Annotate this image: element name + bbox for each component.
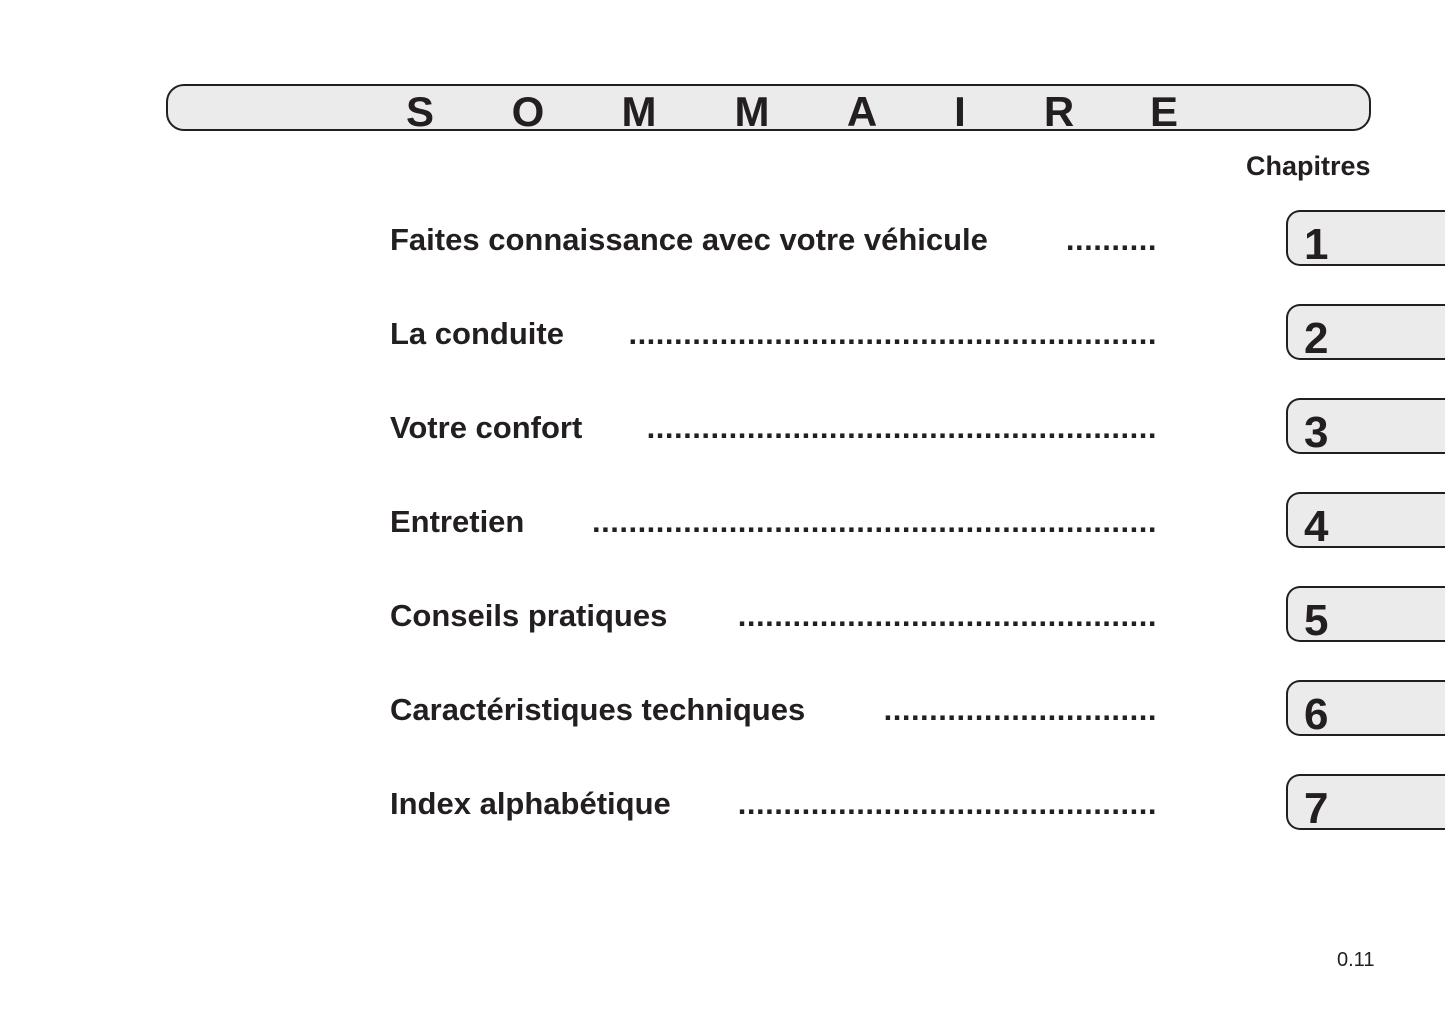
chapter-number: 5 bbox=[1304, 596, 1329, 645]
toc-entry[interactable] bbox=[390, 680, 1445, 740]
title-letter: E bbox=[1149, 88, 1179, 135]
page-number: 0.11 bbox=[1337, 949, 1375, 971]
chapter-tab[interactable] bbox=[1286, 304, 1445, 363]
toc-dot-leader: .......................................................... bbox=[628, 316, 1157, 351]
toc-entry-label[interactable]: Entretien bbox=[390, 504, 525, 539]
toc-entry-label[interactable]: Caractéristiques techniques bbox=[390, 692, 806, 727]
chapter-tab[interactable] bbox=[1286, 774, 1445, 833]
chapter-tab[interactable] bbox=[1286, 586, 1445, 645]
title-letter: R bbox=[1043, 88, 1075, 135]
title-letter: A bbox=[846, 88, 878, 135]
chapter-number: 1 bbox=[1304, 220, 1329, 269]
toc-dot-leader: .............................................................. bbox=[592, 504, 1157, 539]
toc-entry-label[interactable]: Faites connaissance avec votre véhicule bbox=[390, 222, 988, 257]
toc-entry[interactable] bbox=[390, 210, 1445, 270]
title-letter: M bbox=[621, 88, 657, 135]
chapter-number: 3 bbox=[1304, 408, 1329, 457]
toc-entry-label[interactable]: Index alphabétique bbox=[390, 786, 671, 821]
toc-entry[interactable] bbox=[390, 304, 1445, 364]
toc-entry-label[interactable]: La conduite bbox=[390, 316, 564, 351]
chapter-number: 7 bbox=[1304, 784, 1329, 833]
toc-entry-label[interactable]: Conseils pratiques bbox=[390, 598, 668, 633]
toc-dot-leader: .............................. bbox=[883, 692, 1157, 727]
title-letter: I bbox=[954, 88, 966, 135]
toc-dot-leader: ........................................................ bbox=[646, 410, 1157, 445]
chapter-number: 4 bbox=[1304, 502, 1329, 551]
chapter-tab[interactable] bbox=[1286, 398, 1445, 457]
chapter-tab[interactable] bbox=[1286, 492, 1445, 551]
toc-entry-label[interactable]: Votre confort bbox=[390, 410, 583, 445]
chapters-heading: Chapitres bbox=[1246, 151, 1371, 181]
chapter-number: 2 bbox=[1304, 314, 1329, 363]
toc-entry[interactable] bbox=[390, 398, 1445, 458]
chapter-tab[interactable] bbox=[1286, 210, 1445, 269]
toc-dot-leader: .............................................. bbox=[737, 786, 1157, 821]
toc-dot-leader: .............................................. bbox=[737, 598, 1157, 633]
title-letter: S bbox=[405, 88, 435, 135]
toc-entry[interactable] bbox=[390, 492, 1445, 552]
title-bar bbox=[166, 84, 1371, 135]
toc-entry[interactable] bbox=[390, 586, 1445, 646]
toc-dot-leader: .......... bbox=[1065, 222, 1157, 257]
title-text bbox=[168, 86, 1369, 135]
chapter-number: 6 bbox=[1304, 690, 1329, 739]
title-letter: M bbox=[734, 88, 770, 135]
chapter-tab[interactable] bbox=[1286, 680, 1445, 739]
toc-entry[interactable] bbox=[390, 774, 1445, 834]
title-letter: O bbox=[511, 88, 545, 135]
